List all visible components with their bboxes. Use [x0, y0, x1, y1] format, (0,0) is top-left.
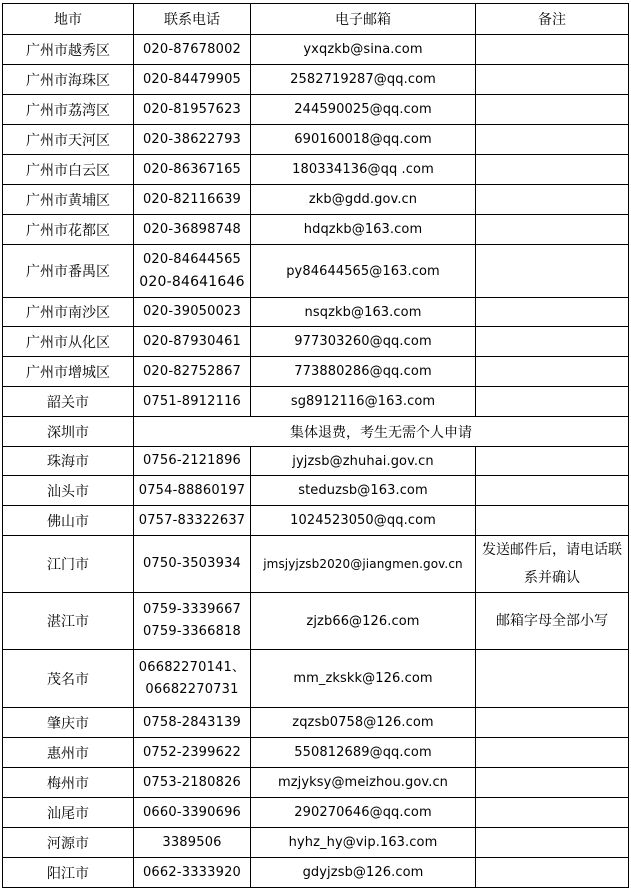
table-row — [3, 327, 629, 357]
cell-email: hdqzkb@163.com — [251, 215, 476, 245]
cell-phone — [134, 506, 251, 536]
cell-city: 广州市增城区 — [3, 357, 134, 387]
table-row — [3, 768, 629, 798]
cell-city: 广州市天河区 — [3, 125, 134, 155]
cell-email: 180334136@qq .com — [251, 155, 476, 185]
cell-city: 湛江市 — [3, 593, 134, 650]
cell-city: 广州市南沙区 — [3, 298, 134, 327]
cell-phone — [134, 357, 251, 387]
cell-phone — [134, 768, 251, 798]
cell-note — [476, 798, 629, 828]
cell-phone — [134, 65, 251, 95]
cell-city: 广州市从化区 — [3, 327, 134, 357]
cell-note — [476, 447, 629, 476]
cell-city: 广州市越秀区 — [3, 35, 134, 65]
cell-email: 2582719287@qq.com — [251, 65, 476, 95]
cell-merged-note: 集体退费，考生无需个人申请 — [134, 417, 629, 447]
cell-email: mm_zkskk@126.com — [251, 650, 476, 708]
table-row — [3, 357, 629, 387]
cell-city: 梅州市 — [3, 768, 134, 798]
cell-city: 广州市黄埔区 — [3, 185, 134, 215]
cell-note — [476, 245, 629, 298]
phone-number: 0757-83322637 — [138, 512, 246, 528]
cell-phone — [134, 858, 251, 888]
table-header-row — [3, 4, 629, 35]
cell-phone — [134, 35, 251, 65]
cell-city: 广州市番禺区 — [3, 245, 134, 298]
phone-number: 0756-2121896 — [142, 453, 242, 468]
table-row — [3, 65, 629, 95]
cell-phone — [134, 215, 251, 245]
cell-email: mzjyksy@meizhou.gov.cn — [251, 768, 476, 798]
table-row — [3, 593, 629, 650]
phone-number: 020-36898748 — [142, 221, 242, 237]
cell-email: 244590025@qq.com — [251, 95, 476, 125]
phone-number: 0759-3339667 — [142, 602, 242, 617]
cell-email: zjzb66@126.com — [251, 593, 476, 650]
table-row — [3, 155, 629, 185]
cell-email: yxqzkb@sina.com — [251, 35, 476, 65]
cell-note — [476, 185, 629, 215]
cell-phone — [134, 95, 251, 125]
cell-note — [476, 357, 629, 387]
phone-number: 06682270141、06682270731 — [138, 659, 246, 697]
table-row — [3, 650, 629, 708]
phone-number: 0662-3333920 — [142, 864, 242, 880]
cell-phone — [134, 828, 251, 858]
cell-city: 广州市荔湾区 — [3, 95, 134, 125]
cell-note — [476, 828, 629, 858]
cell-note — [476, 858, 629, 888]
table-row — [3, 536, 629, 593]
phone-number: 0750-3503934 — [142, 556, 242, 571]
cell-email: 977303260@qq.com — [251, 327, 476, 357]
phone-number: 020-39050023 — [142, 304, 242, 319]
cell-phone — [134, 327, 251, 357]
phone-number: 020-84479905 — [142, 71, 242, 87]
cell-phone — [134, 708, 251, 738]
cell-city: 珠海市 — [3, 447, 134, 476]
cell-email: zqzsb0758@126.com — [251, 708, 476, 738]
cell-city: 汕头市 — [3, 476, 134, 506]
phone-number: 020-38622793 — [142, 131, 242, 147]
phone-number: 0752-2399622 — [142, 744, 242, 760]
cell-email: jmsjyjzsb2020@jiangmen.gov.cn — [251, 536, 476, 593]
cell-city: 汕尾市 — [3, 798, 134, 828]
cell-note — [476, 650, 629, 708]
phone-number: 020-87930461 — [142, 333, 242, 349]
cell-note — [476, 708, 629, 738]
cell-note — [476, 155, 629, 185]
table-row — [3, 417, 629, 447]
table-row — [3, 215, 629, 245]
table-row — [3, 708, 629, 738]
table-row — [3, 506, 629, 536]
cell-phone — [134, 738, 251, 768]
cell-email: 550812689@qq.com — [251, 738, 476, 768]
phone-number: 020-82752867 — [142, 363, 242, 379]
table-row — [3, 125, 629, 155]
cell-email: steduzsb@163.com — [251, 476, 476, 506]
cell-email: sg8912116@163.com — [251, 387, 476, 417]
cell-phone — [134, 593, 251, 650]
cell-phone — [134, 798, 251, 828]
table-row — [3, 35, 629, 65]
cell-email: 290270646@qq.com — [251, 798, 476, 828]
cell-email: 1024523050@qq.com — [251, 506, 476, 536]
cell-note — [476, 387, 629, 417]
cell-email: 690160018@qq.com — [251, 125, 476, 155]
table-row — [3, 245, 629, 298]
cell-note — [476, 125, 629, 155]
table-row — [3, 387, 629, 417]
phone-number: 020-84641646 — [139, 274, 245, 290]
cell-phone — [134, 155, 251, 185]
cell-phone — [134, 245, 251, 298]
cell-city: 江门市 — [3, 536, 134, 593]
phone-number: 020-87678002 — [142, 41, 242, 57]
cell-city: 肇庆市 — [3, 708, 134, 738]
phone-number: 020-86367165 — [142, 161, 242, 177]
phone-number: 3389506 — [162, 834, 222, 850]
table-row — [3, 738, 629, 768]
cell-city: 韶关市 — [3, 387, 134, 417]
cell-email: nsqzkb@163.com — [251, 298, 476, 327]
cell-note — [476, 476, 629, 506]
cell-email: hyhz_hy@vip.163.com — [251, 828, 476, 858]
cell-note — [476, 768, 629, 798]
table-row — [3, 447, 629, 476]
cell-note — [476, 215, 629, 245]
cell-note — [476, 65, 629, 95]
table-row — [3, 828, 629, 858]
cell-email: jyjzsb@zhuhai.gov.cn — [251, 447, 476, 476]
table-row — [3, 858, 629, 888]
header-phone: 联系电话 — [134, 4, 251, 35]
cell-phone — [134, 447, 251, 476]
cell-city: 广州市海珠区 — [3, 65, 134, 95]
header-note: 备注 — [476, 4, 629, 35]
phone-number: 020-82116639 — [142, 191, 242, 207]
cell-city: 深圳市 — [3, 417, 134, 447]
phone-number: 0759-3366818 — [142, 624, 242, 639]
table-body — [3, 35, 629, 888]
cell-phone — [134, 476, 251, 506]
table-row — [3, 185, 629, 215]
cell-city: 佛山市 — [3, 506, 134, 536]
table-row — [3, 298, 629, 327]
phone-number: 0660-3390696 — [142, 804, 242, 820]
table-row — [3, 476, 629, 506]
phone-number: 020-81957623 — [142, 101, 242, 117]
cell-note — [476, 95, 629, 125]
cell-phone — [134, 185, 251, 215]
phone-number: 020-84644565 — [142, 252, 242, 267]
table-row — [3, 798, 629, 828]
cell-city: 茂名市 — [3, 650, 134, 708]
cell-note — [476, 738, 629, 768]
phone-number: 0753-2180826 — [142, 774, 242, 790]
cell-phone — [134, 298, 251, 327]
cell-city: 惠州市 — [3, 738, 134, 768]
cell-city: 广州市白云区 — [3, 155, 134, 185]
cell-city: 河源市 — [3, 828, 134, 858]
contact-table — [2, 3, 629, 888]
phone-number: 0758-2843139 — [142, 714, 242, 730]
phone-number: 0751-8912116 — [142, 393, 242, 409]
cell-note: 发送邮件后，请电话联系并确认 — [476, 536, 629, 593]
phone-number: 0754-88860197 — [138, 482, 246, 498]
cell-city: 阳江市 — [3, 858, 134, 888]
cell-note: 邮箱字母全部小写 — [476, 593, 629, 650]
cell-email: gdyjzsb@126.com — [251, 858, 476, 888]
cell-email: zkb@gdd.gov.cn — [251, 185, 476, 215]
cell-phone — [134, 650, 251, 708]
cell-email: 773880286@qq.com — [251, 357, 476, 387]
cell-phone — [134, 536, 251, 593]
header-city: 地市 — [3, 4, 134, 35]
cell-note — [476, 298, 629, 327]
cell-city: 广州市花都区 — [3, 215, 134, 245]
cell-phone — [134, 387, 251, 417]
cell-note — [476, 506, 629, 536]
cell-phone — [134, 125, 251, 155]
cell-email: py84644565@163.com — [251, 245, 476, 298]
table-row — [3, 95, 629, 125]
cell-note — [476, 327, 629, 357]
cell-note — [476, 35, 629, 65]
header-email: 电子邮箱 — [251, 4, 476, 35]
